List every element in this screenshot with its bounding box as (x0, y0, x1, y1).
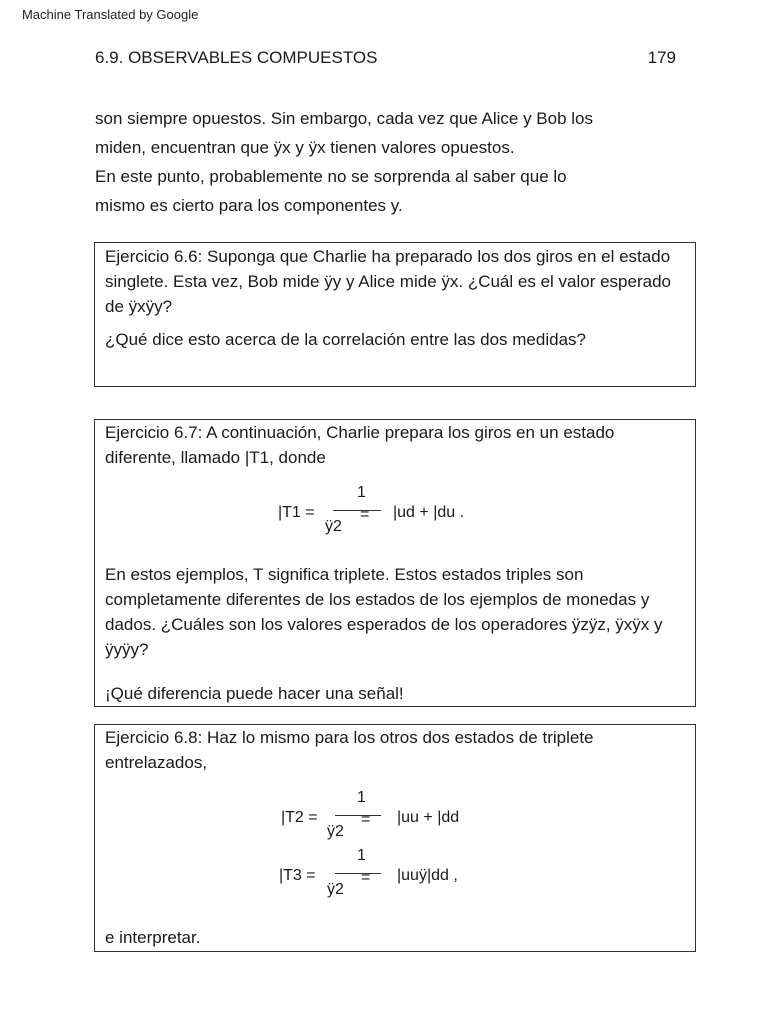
eq-denominator: ÿ2 (325, 518, 342, 535)
eq-denominator: ÿ2 (327, 823, 344, 840)
intro-line: En este punto, probablemente no se sorprenda al saber que lo (95, 167, 567, 186)
eq-lhs: |T1 = (278, 504, 315, 521)
exercise-remark: e interpretar. (105, 928, 201, 947)
eq-rhs: |uu + |dd (397, 809, 460, 826)
eq-sign: = (361, 811, 371, 828)
eq-rhs: |ud + |du . (393, 504, 465, 521)
exercise-question: ¿Qué dice esto acerca de la correlación entre las dos medidas? (105, 330, 586, 349)
equation-t3 (95, 725, 695, 951)
exercise-6-6-box (94, 242, 696, 387)
intro-line: mismo es cierto para los componentes y. (95, 196, 403, 215)
eq-numerator: 1 (357, 789, 366, 806)
exercise-text: Ejercicio 6.6: Suponga que Charlie ha preparado los dos giros en el estado singlete. Esta vez, Bob mide ÿy y Alice mide ÿx. ¿Cuál es el valor esperado de ÿxÿy? (105, 247, 671, 316)
page-number: 179 (647, 48, 676, 67)
intro-line: miden, encuentran que ÿx y ÿx tienen valores opuestos. (95, 138, 515, 157)
exercise-6-8-box (94, 724, 696, 952)
eq-sign: = (360, 506, 370, 523)
page-header (95, 48, 676, 68)
exercise-text: En estos ejemplos, T significa triplete. Estos estados triples son completamente diferentes de los estados de los ejemplos de monedas y dados. ¿Cuáles son los valores esperados de los operadores ÿzÿz, ÿxÿx y ÿyÿy? (105, 565, 663, 659)
fraction-bar (335, 873, 381, 874)
fraction-bar (333, 510, 381, 511)
intro-line: son siempre opuestos. Sin embargo, cada vez que Alice y Bob los (95, 109, 594, 128)
translation-banner: Machine Translated by Google (22, 7, 199, 22)
eq-lhs: |T3 = (279, 867, 316, 884)
exercise-text: Ejercicio 6.7: A continuación, Charlie prepara los giros en un estado diferente, llamado |T1, donde (105, 423, 615, 467)
eq-lhs: |T2 = (281, 809, 318, 826)
section-title: 6.9. OBSERVABLES COMPUESTOS (95, 48, 378, 67)
eq-denominator: ÿ2 (327, 881, 344, 898)
intro-paragraph (95, 104, 685, 220)
eq-sign: = (361, 869, 371, 886)
exercise-remark: ¡Qué diferencia puede hacer una señal! (105, 684, 404, 703)
eq-numerator: 1 (357, 484, 366, 501)
exercise-6-7-box (94, 419, 696, 707)
eq-rhs: |uuÿ|dd , (397, 867, 458, 884)
eq-numerator: 1 (357, 847, 366, 864)
exercise-text: Ejercicio 6.8: Haz lo mismo para los otros dos estados de triplete entrelazados, (105, 728, 594, 772)
